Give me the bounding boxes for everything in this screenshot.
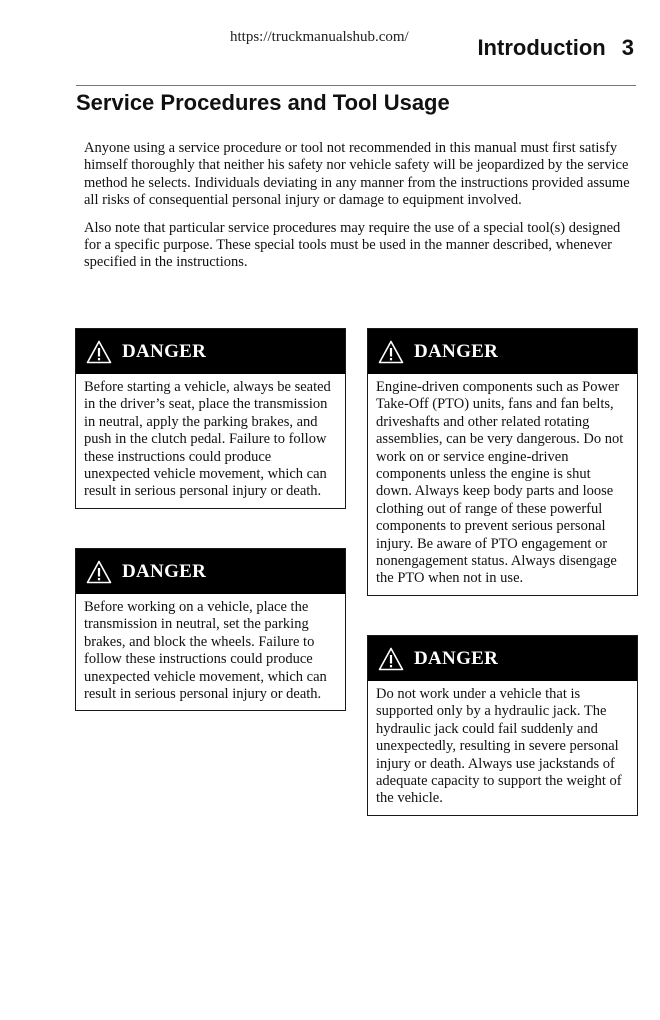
danger-header — [76, 329, 345, 374]
danger-text: Before working on a vehicle, place the transmission in neutral, set the parking brakes, and block the wheels. Failure to follow these instructions could produce unexpected vehicle movement, which can result in serious personal injury or death. — [84, 599, 327, 703]
danger-text: Before starting a vehicle, always be seated in the driver’s seat, place the transmission in neutral, apply the parking brakes, and push in the clutch pedal. Failure to follow these instructions could produce unexpected vehicle movement, which can result in serious personal injury or death. — [84, 379, 331, 500]
chapter-header — [477, 35, 634, 61]
warning-triangle-icon — [86, 560, 112, 584]
intro-paragraph-2: Also note that particular service procedures may require the use of a special tool(s) designed for a specific purpose. These special tools must be used in the manner described, whenever specified in the instructions. — [84, 219, 621, 271]
page-number: 3 — [621, 35, 634, 60]
danger-label: DANGER — [122, 560, 207, 582]
danger-box-engine-driven — [367, 328, 638, 596]
danger-box-seated-start — [75, 328, 346, 509]
header-rule — [76, 85, 636, 86]
danger-label: DANGER — [414, 340, 499, 362]
intro-paragraph-1: Anyone using a service procedure or tool not recommended in this manual must first satisfy himself thoroughly that neither his safety nor vehicle safety will be jeopardized by the service method he selects. Individuals deviating in any manner from the instructions provided assume all risks of consequential personal injury or damage to equipment involved. — [84, 140, 630, 209]
section-title: Service Procedures and Tool Usage — [76, 90, 450, 115]
danger-label: DANGER — [122, 340, 207, 362]
intro-text — [84, 140, 636, 282]
danger-box-hydraulic-jack — [367, 635, 638, 816]
chapter-title: Introduction — [477, 35, 606, 60]
danger-box-block-wheels — [75, 548, 346, 711]
warning-triangle-icon — [378, 647, 404, 671]
danger-header — [368, 636, 637, 681]
danger-label: DANGER — [414, 647, 499, 669]
warning-triangle-icon — [86, 340, 112, 364]
danger-header — [76, 549, 345, 594]
warning-triangle-icon — [378, 340, 404, 364]
danger-header — [368, 329, 637, 374]
danger-text: Engine-driven components such as Power Take-Off (PTO) units, fans and fan belts, driveshafts and other related rotating assemblies, can be very dangerous. Do not work on or service engine-driven components unless the engine is shut down. Always keep body parts and loose clothing out of range of these powerful components to prevent serious personal injury. Be aware of PTO engagement or nonengagement status. Always disengage the PTO when not in use. — [376, 379, 624, 587]
danger-text: Do not work under a vehicle that is supported only by a hydraulic jack. The hydraulic jack could fail suddenly and unexpectedly, resulting in severe personal injury or death. Always use jackstands of adequate capacity to support the weight of the vehicle. — [376, 686, 622, 807]
source-url: https://truckmanualshub.com/ — [230, 29, 409, 45]
